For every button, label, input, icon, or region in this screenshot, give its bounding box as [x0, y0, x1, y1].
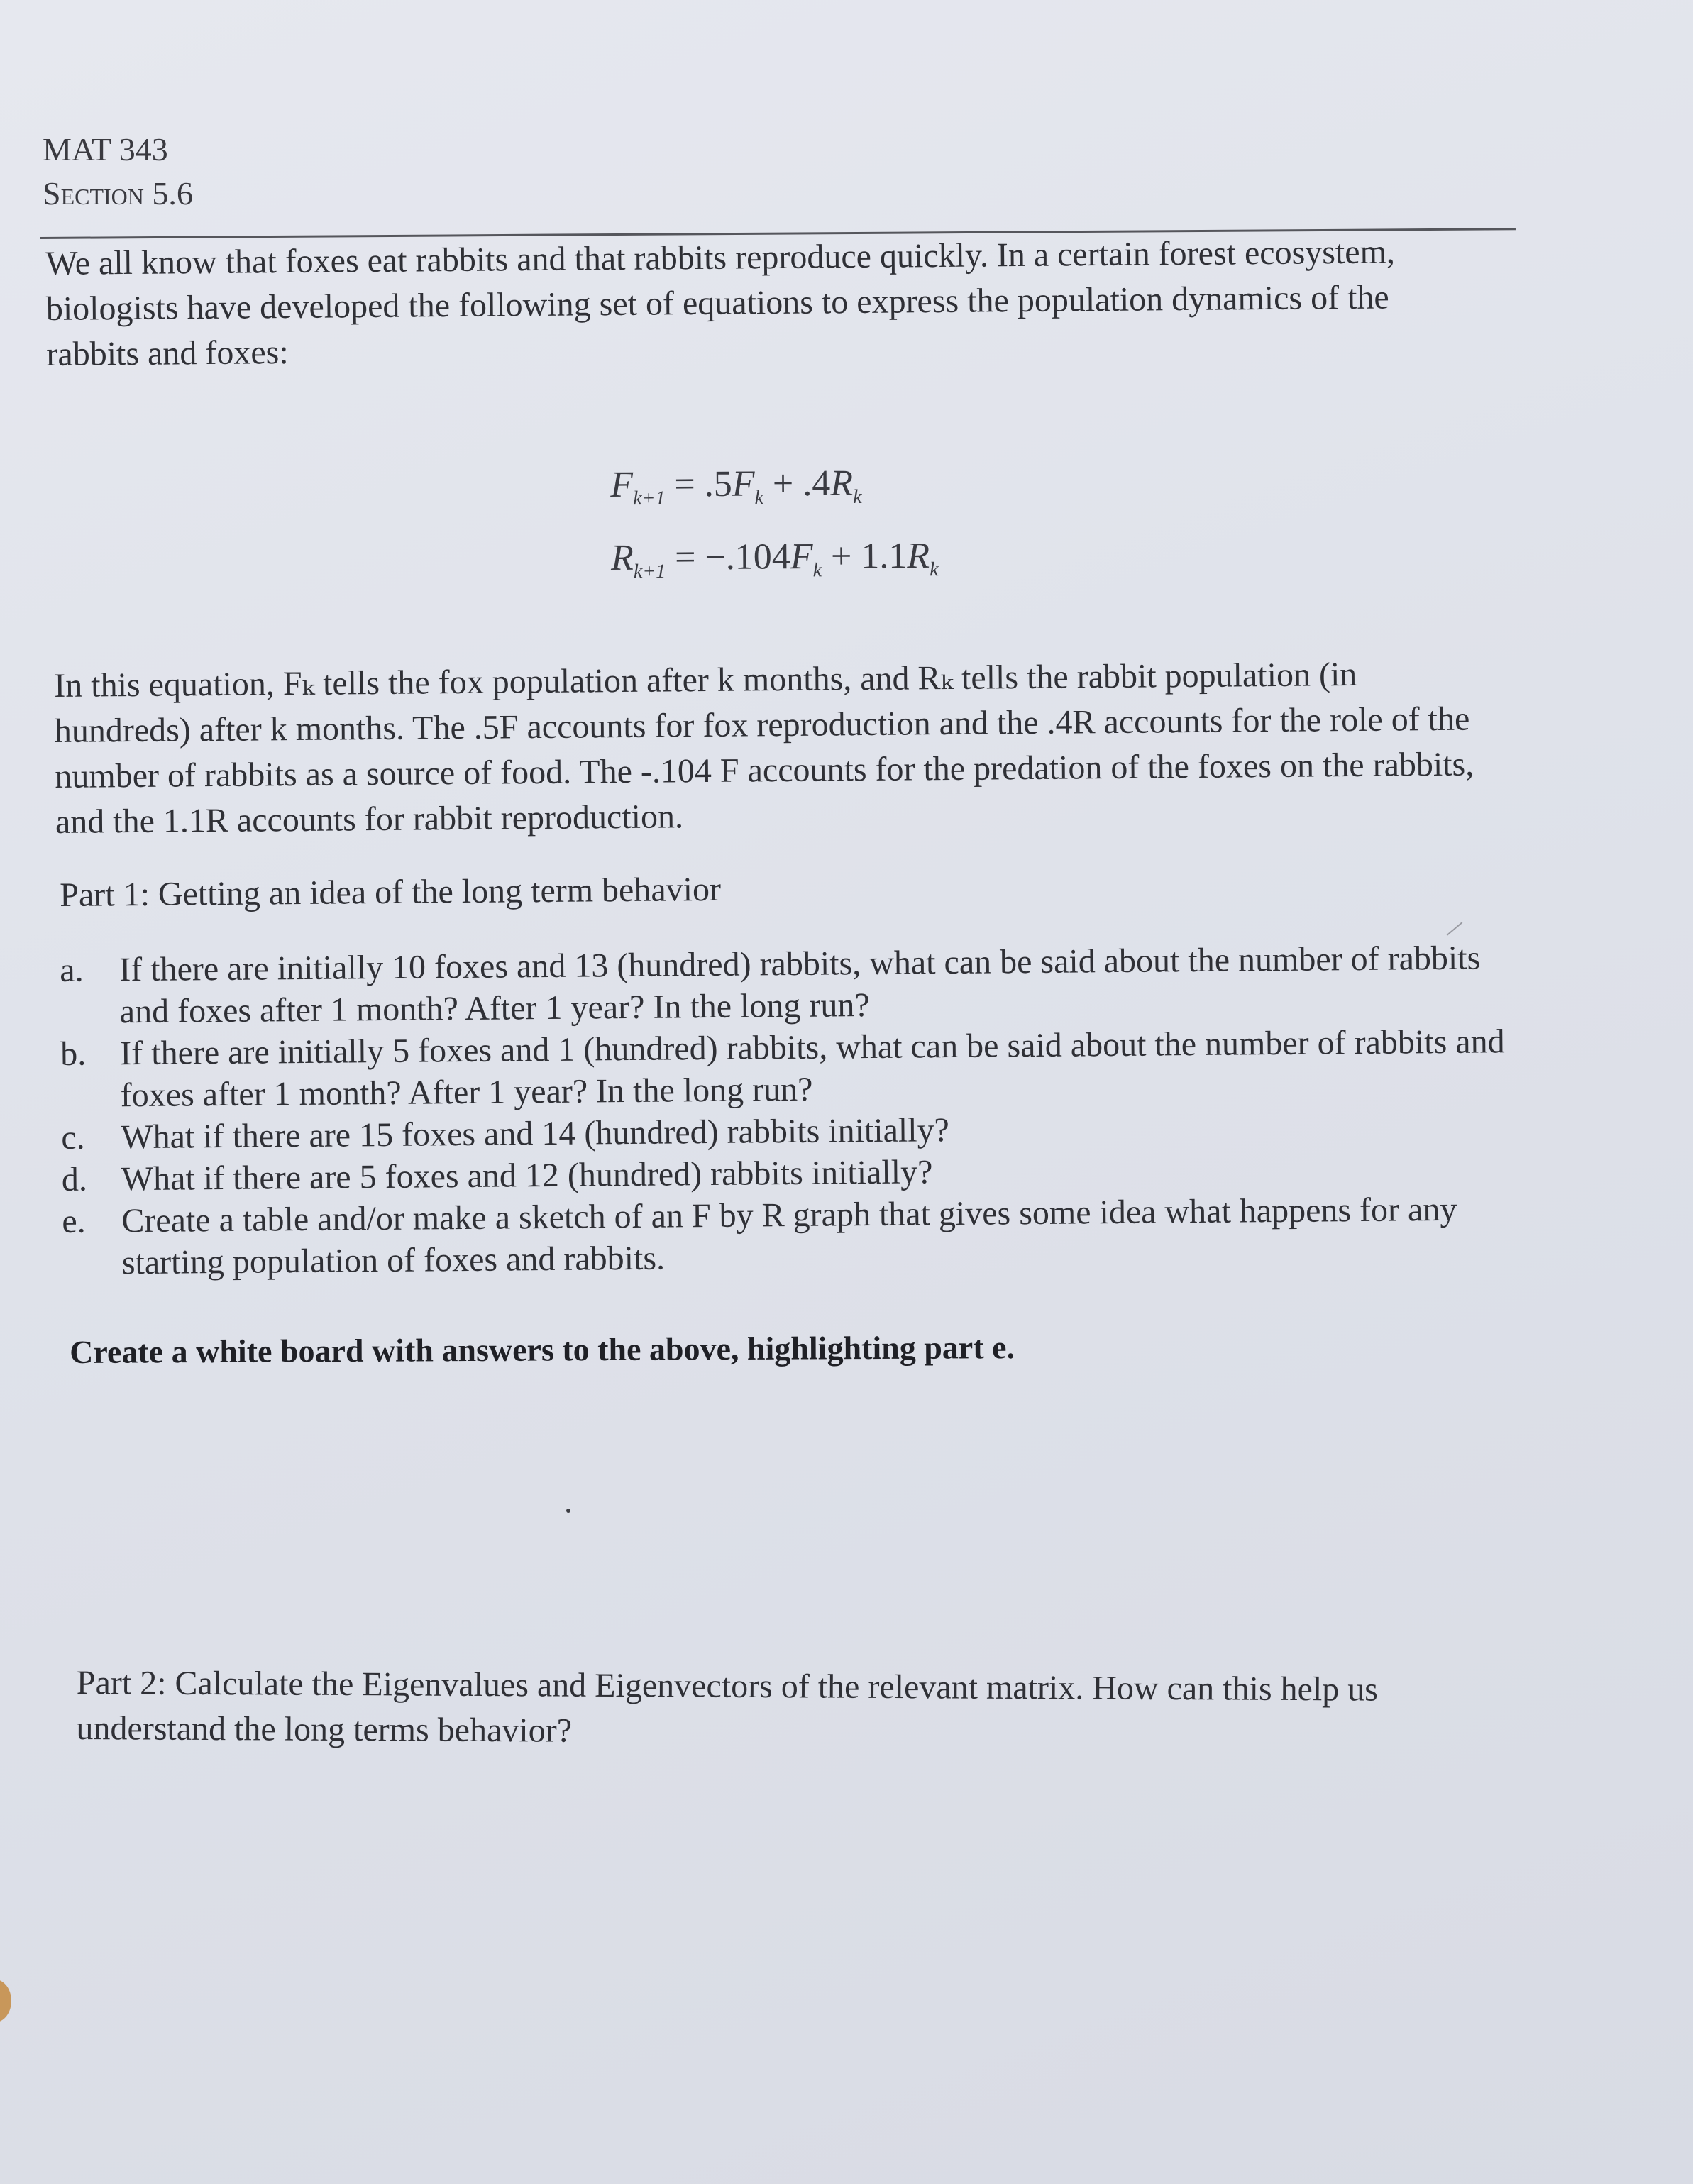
fox-term2-variable: R [830, 463, 854, 504]
fox-equals: = [665, 464, 705, 505]
pencil-tick-mark [1447, 922, 1463, 936]
question-marker: d. [61, 1160, 88, 1198]
question-item [60, 1020, 1516, 1117]
course-code: MAT 343 [43, 131, 168, 167]
section-number: Section 5.6 [43, 175, 193, 211]
part1-question-list [60, 937, 1517, 1284]
rabbit-term1-coefficient: −.104 [705, 536, 790, 578]
whiteboard-instruction: Create a white board with answers to the above, highlighting part e. [70, 1329, 1015, 1370]
fox-lhs-variable: F [610, 464, 634, 505]
rabbit-lhs-subscript: k+1 [633, 561, 666, 583]
question-text: If there are initially 5 foxes and 1 (hundred) rabbits, what can be said about the number of rabbits and foxes after 1 month? After 1 year? In the long run? [120, 1022, 1505, 1115]
rabbit-term1-subscript: k [812, 559, 822, 582]
rabbit-lhs-variable: R [610, 538, 634, 579]
question-item [60, 937, 1515, 1033]
question-text: Create a table and/or make a sketch of an F by R graph that gives some idea what happens for any starting population of foxes and rabbits. [121, 1190, 1457, 1282]
rabbit-term1-variable: F [790, 536, 813, 578]
rabbit-plus: + [821, 536, 861, 578]
part2-paragraph: Part 2: Calculate the Eigenvalues and Eigenvectors of the relevant matrix. How can this help us understand the long terms behavior? [76, 1664, 1379, 1750]
equation-system [610, 453, 939, 602]
rabbit-term2-coefficient: 1.1 [861, 536, 908, 577]
finger-edge [0, 1980, 11, 2022]
fox-term1-variable: F [732, 463, 755, 504]
fox-plus: + [763, 463, 803, 504]
rabbit-term2-subscript: k [930, 558, 939, 581]
rabbit-term2-variable: R [907, 536, 930, 577]
question-marker: b. [60, 1035, 87, 1073]
fox-term1-coefficient: .5 [704, 463, 732, 505]
question-marker: e. [62, 1202, 86, 1240]
question-item [62, 1188, 1517, 1284]
fox-term2-coefficient: .4 [803, 463, 831, 504]
fox-equation [610, 453, 938, 529]
fox-term2-subscript: k [853, 485, 862, 509]
intro-paragraph: We all know that foxes eat rabbits and that rabbits reproduce quickly. In a certain forest ecosystem, biologists have developed the following set of equations to express the population dynamics of the rabbits and foxes: [45, 233, 1396, 373]
stray-dot [566, 1509, 570, 1513]
question-text: What if there are 15 foxes and 14 (hundred) rabbits initially? [121, 1111, 950, 1157]
rabbit-equals: = [665, 537, 705, 578]
question-text: If there are initially 10 foxes and 13 (hundred) rabbits, what can be said about the number of rabbits and foxes after 1 month? After 1 year? In the long run? [119, 939, 1481, 1031]
question-marker: c. [61, 1118, 85, 1157]
part1-heading: Part 1: Getting an idea of the long term behavior [60, 870, 722, 914]
document-header [43, 128, 193, 216]
explanation-paragraph: In this equation, Fₖ tells the fox population after k months, and Rₖ tells the rabbit population (in hundreds) after k months. The .5F accounts for fox reproduction and the .4R accounts for the role of the number of rabbits as a source of food. The -.104 F accounts for the predation of the foxes on the rabbits, and the 1.1R accounts for rabbit reproduction. [54, 655, 1474, 841]
rabbit-equation [611, 526, 939, 602]
fox-lhs-subscript: k+1 [633, 487, 666, 510]
fox-term1-subscript: k [754, 486, 764, 509]
question-text: What if there are 5 foxes and 12 (hundred) rabbits initially? [121, 1153, 933, 1198]
question-marker: a. [60, 951, 84, 989]
